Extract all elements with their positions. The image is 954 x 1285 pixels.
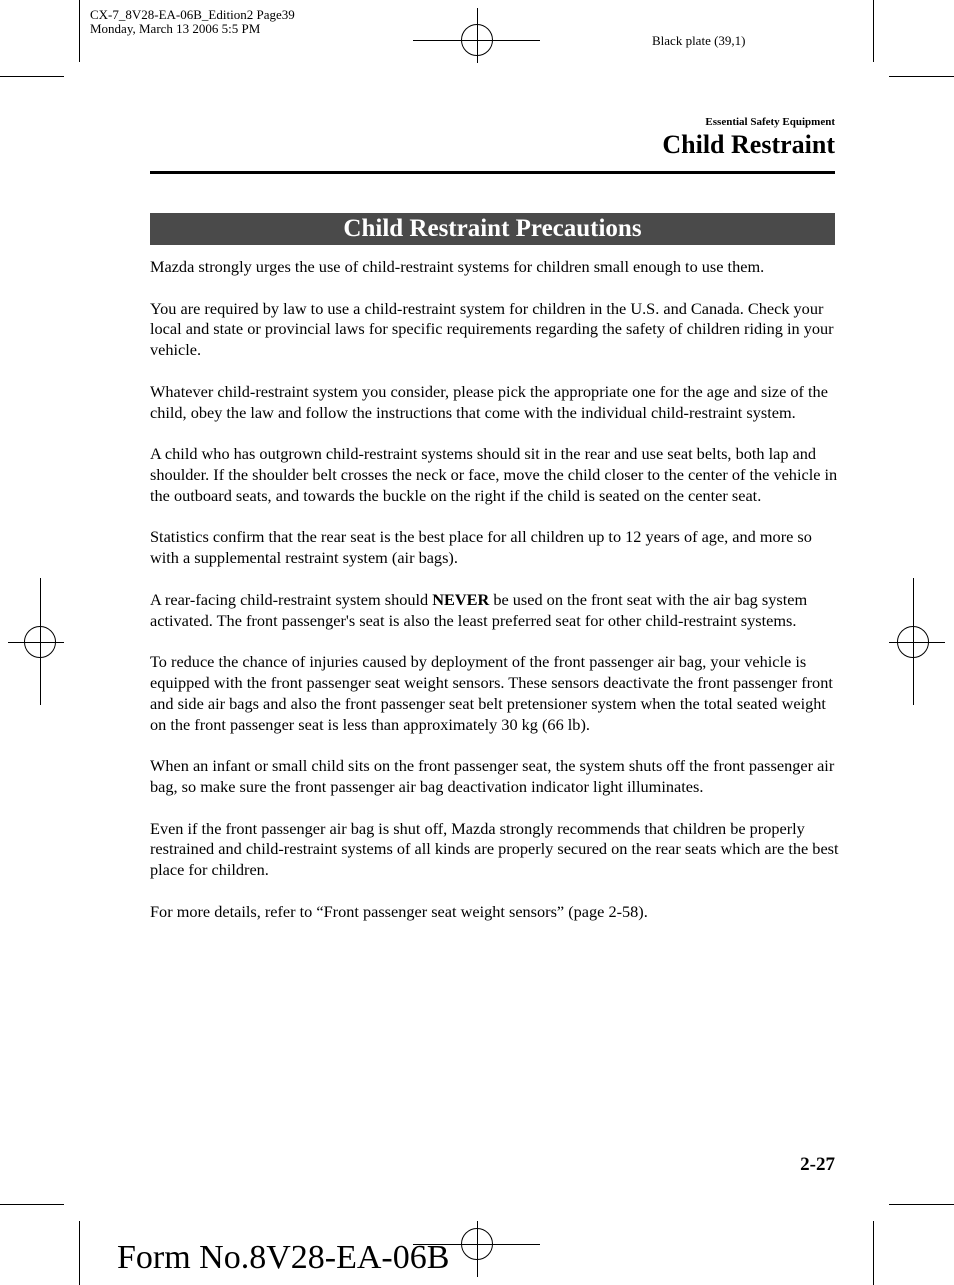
registration-line — [477, 1221, 478, 1277]
print-info — [90, 8, 295, 36]
crop-mark — [79, 1221, 80, 1285]
paragraph: Statistics confirm that the rear seat is the best place for all children up to 12 years of age, and more so with a supplemental restraint system (air bags). — [150, 527, 812, 568]
crop-mark — [889, 76, 954, 77]
crop-mark — [873, 1221, 874, 1285]
crop-mark — [873, 0, 874, 62]
registration-line — [8, 642, 64, 643]
paragraph: Whatever child-restraint system you consider, please pick the appropriate one for the age and size of the child, obey the law and follow the instructions that come with the individual child-restraint system. — [150, 381, 828, 422]
registration-line — [913, 578, 914, 705]
paragraph: When an infant or small child sits on the front passenger seat, the system shuts off the front passenger air bag, so make sure the front passenger air bag deactivation indicator light illuminates. — [150, 756, 835, 796]
paragraph: To reduce the chance of injuries caused by deployment of the front passenger air bag, your vehicle is equipped with the front passenger seat weight sensors. These sensors deactivate the front passenger front and side air bags and also the front passenger seat belt pretensioner system when the total seated weight on the front passenger seat is less than approximately 30 kg (66 lb). — [150, 652, 833, 734]
crop-mark — [0, 76, 64, 77]
plate-info: Black plate (39,1) — [652, 33, 746, 48]
paragraph: Even if the front passenger air bag is shut off, Mazda strongly recommends that children be properly restrained and child-restraint systems of all kinds are properly secured on the rear seats which are the best place for children. — [150, 818, 839, 880]
page-title: Child Restraint — [662, 130, 835, 159]
registration-line — [477, 8, 478, 63]
body-text — [150, 257, 840, 943]
paragraph-warning — [150, 590, 840, 632]
paragraph: Mazda strongly urges the use of child-restraint systems for children small enough to use them. — [150, 257, 765, 276]
section-label: Essential Safety Equipment — [705, 116, 835, 128]
form-number: Form No.8V28-EA-06B — [117, 1239, 450, 1276]
registration-line — [40, 578, 41, 705]
crop-mark — [0, 1204, 64, 1205]
paragraph-text: be used on the front seat with the air bag system activated. The front passenger's seat is also the least preferred seat for other child-restraint systems. — [150, 589, 808, 630]
section-banner: Child Restraint Precautions — [150, 213, 835, 245]
paragraph-reference: For more details, refer to “Front passenger seat weight sensors” (page 2-58). — [150, 901, 648, 921]
paragraph: A child who has outgrown child-restraint systems should sit in the rear and use seat belts, both lap and shoulder. If the shoulder belt crosses the neck or face, move the child closer to the center of the vehicle in the outboard seats, and towards the buckle on the right if the child is seated on the center seat. — [150, 444, 838, 505]
crop-mark — [79, 0, 80, 62]
page-number: 2-27 — [800, 1154, 835, 1175]
emphasis-never: NEVER — [432, 589, 490, 609]
print-timestamp: Monday, March 13 2006 5:5 PM — [90, 21, 261, 36]
header-rule — [150, 171, 835, 174]
paragraph: You are required by law to use a child-restraint system for children in the U.S. and Canada. Check your local and state or provincial laws for specific requirements regarding the safety of children riding in your vehicle. — [150, 298, 834, 360]
crop-mark — [889, 1204, 954, 1205]
paragraph-text: A rear-facing child-restraint system should — [150, 589, 433, 609]
print-job-name: CX-7_8V28-EA-06B_Edition2 Page39 — [90, 7, 295, 22]
registration-line — [889, 642, 945, 643]
